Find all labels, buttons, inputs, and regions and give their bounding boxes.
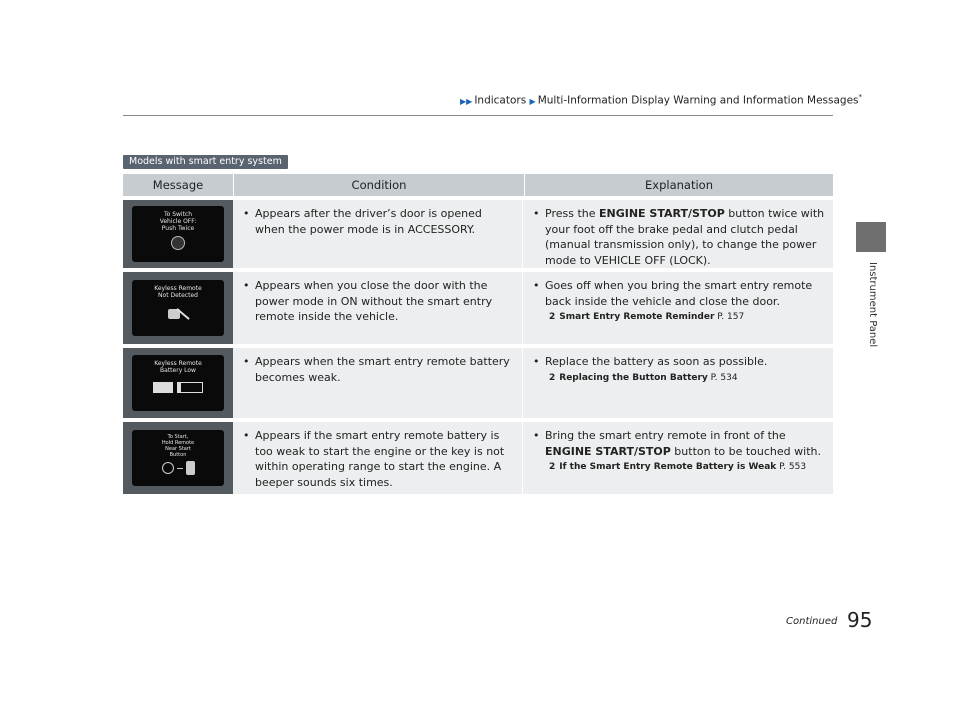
message-image <box>123 422 233 494</box>
display-screen <box>132 206 224 262</box>
screen-line: To Start, <box>167 434 189 440</box>
footnote-mark: * <box>858 93 863 101</box>
explanation-text: • Goes off when you bring the smart entry remote back inside the vehicle and close the door. <box>531 278 825 309</box>
header-rule <box>123 115 833 116</box>
reference-arrow-icon: 2 <box>549 462 556 472</box>
display-screen <box>132 280 224 336</box>
section-tab <box>856 222 886 252</box>
message-image <box>123 272 233 344</box>
breadcrumb <box>460 93 862 107</box>
reference-page[interactable]: P. 553 <box>779 462 807 472</box>
explanation-cell <box>523 200 833 268</box>
breadcrumb-arrow-icon: ▶▶ <box>460 96 473 106</box>
explanation-cell <box>523 272 833 344</box>
condition-text: • Appears if the smart entry remote battery is too weak to start the engine or the key is not within operating range to start the engine. A beeper sounds six times. <box>241 428 514 490</box>
screen-line: Vehicle OFF: <box>159 218 197 225</box>
reference-arrow-icon: 2 <box>549 312 556 322</box>
explanation-suffix: button to be touched with. <box>670 444 821 458</box>
start-button-icon <box>171 236 185 250</box>
reference-title[interactable]: If the Smart Entry Remote Battery is Weak <box>559 462 777 472</box>
explanation-text: • Replace the battery as soon as possible. <box>531 354 825 370</box>
message-table <box>123 174 833 494</box>
message-image <box>123 348 233 418</box>
header-explanation: Explanation <box>645 178 713 192</box>
header-message: Message <box>123 174 234 196</box>
continued-label: Continued <box>786 616 838 627</box>
condition-cell <box>233 200 523 268</box>
condition-text: • Appears after the driver’s door is opened when the power mode is in ACCESSORY. <box>241 206 514 237</box>
table-row <box>123 344 833 418</box>
breadcrumb-item-messages[interactable]: Multi-Information Display Warning and Information Messages <box>537 94 859 107</box>
explanation-cell <box>523 422 833 494</box>
condition-cell <box>233 272 523 344</box>
screen-line: Keyless Remote <box>154 285 202 292</box>
message-image <box>123 200 233 268</box>
page-number: 95 <box>847 608 873 632</box>
condition-cell <box>233 422 523 494</box>
table-row <box>123 196 833 268</box>
condition-text: • Appears when you close the door with the power mode in ON without the smart entry remote inside the vehicle. <box>241 278 514 325</box>
cross-reference[interactable] <box>531 312 825 322</box>
table-row <box>123 418 833 494</box>
table-row <box>123 268 833 344</box>
header-condition: Condition <box>234 174 525 196</box>
display-screen <box>132 355 224 411</box>
screen-line: Hold Remote <box>161 440 195 446</box>
explanation-text <box>531 206 825 268</box>
cross-reference[interactable] <box>531 373 825 383</box>
battery-low-icon <box>132 382 224 393</box>
keyword-engine-start-stop: ENGINE START/STOP <box>599 207 725 220</box>
reference-page[interactable]: P. 534 <box>710 372 738 383</box>
explanation-text <box>531 428 825 459</box>
condition-text: • Appears when the smart entry remote battery becomes weak. <box>241 354 514 385</box>
explanation-suffix: button twice with your foot off the brake pedal and clutch pedal (manual transmission only), to change the power mode to VEHICLE OFF (LOCK). <box>545 207 825 267</box>
explanation-prefix: Press the <box>545 207 599 220</box>
breadcrumb-arrow-icon: ▶ <box>529 96 536 106</box>
breadcrumb-item-indicators[interactable]: Indicators <box>474 94 527 107</box>
keyword-engine-start-stop: ENGINE START/STOP <box>545 444 671 458</box>
model-tag: Models with smart entry system <box>123 155 288 169</box>
explanation-prefix: Bring the smart entry remote in front of the <box>545 429 786 442</box>
condition-cell <box>233 348 523 418</box>
screen-line: Not Detected <box>158 292 198 299</box>
display-screen <box>132 430 224 486</box>
reference-title[interactable]: Replacing the Button Battery <box>559 372 708 383</box>
screen-line: Push Twice <box>161 225 195 232</box>
reference-arrow-icon: 2 <box>549 372 556 383</box>
screen-line: Near Start <box>165 446 191 452</box>
explanation-cell <box>523 348 833 418</box>
hold-remote-icon <box>132 461 224 475</box>
reference-title[interactable]: Smart Entry Remote Reminder <box>559 312 715 322</box>
screen-line: Battery Low <box>160 367 196 374</box>
table-header <box>123 174 833 196</box>
cross-reference[interactable] <box>531 462 825 472</box>
reference-page[interactable]: P. 157 <box>717 312 745 322</box>
section-label: Instrument Panel <box>867 262 878 348</box>
remote-not-detected-icon <box>165 307 191 321</box>
screen-line: To Switch <box>163 211 193 218</box>
screen-line: Button <box>169 452 187 458</box>
screen-line: Keyless Remote <box>154 360 202 367</box>
